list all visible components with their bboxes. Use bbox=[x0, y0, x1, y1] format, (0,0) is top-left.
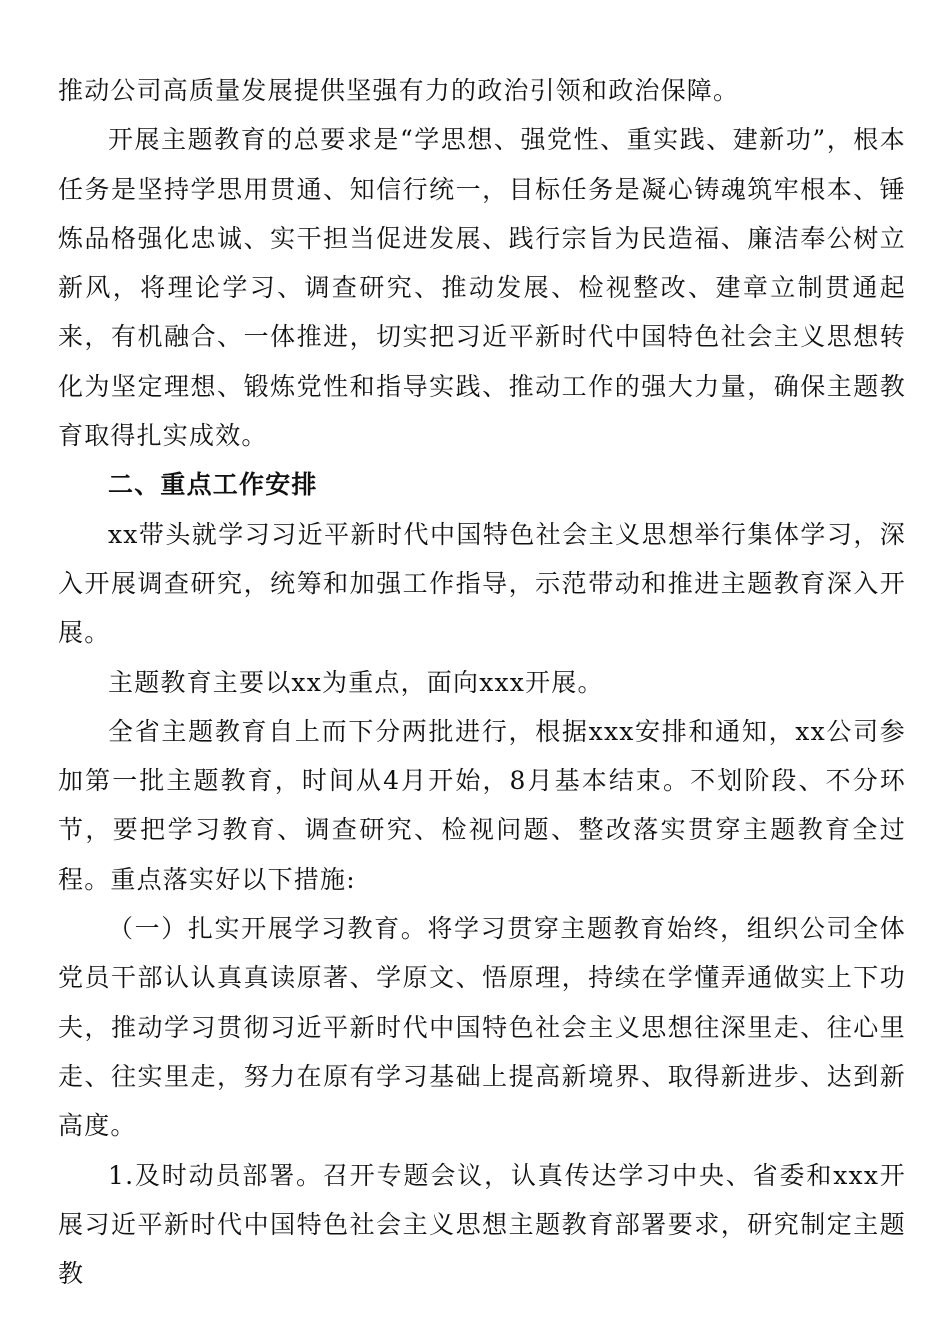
section-heading-key-work: 二、重点工作安排 bbox=[108, 470, 318, 500]
document-body bbox=[58, 66, 906, 1298]
paragraph-general-requirements: 开展主题教育的总要求是“学思想、强党性、重实践、建新功”，根本任务是坚持学思用贯通、知信行统一，目标任务是凝心铸魂筑牢根本、锤炼品格强化忠诚、实干担当促进发展、践行宗旨为民造福、廉洁奉公树立新风，将理论学习、调查研究、推动发展、检视整改、建章立制贯通起来，有机融合、一体推进，切实把习近平新时代中国特色社会主义思想转化为坚定理想、锻炼党性和指导实践、推动工作的强大力量，确保主题教育取得扎实成效。 bbox=[58, 125, 906, 451]
paragraph-study-education: （一）扎实开展学习教育。将学习贯穿主题教育始终，组织公司全体党员干部认认真真读原著、学原文、悟原理，持续在学懂弄通做实上下功夫，推动学习贯彻习近平新时代中国特色社会主义思想往深里走、往心里走、往实里走，努力在原有学习基础上提高新境界、取得新进步、达到新高度。 bbox=[58, 914, 906, 1141]
paragraph-schedule: 全省主题教育自上而下分两批进行，根据xxx安排和通知，xx公司参加第一批主题教育，时间从4月开始，8月基本结束。不划阶段、不分环节，要把学习教育、调查研究、检视问题、整改落实贯穿主题教育全过程。重点落实好以下措施: bbox=[58, 716, 906, 894]
paragraph-continuation: 推动公司高质量发展提供坚强有力的政治引领和政治保障。 bbox=[58, 76, 740, 105]
paragraph-mobilization: 1.及时动员部署。召开专题会议，认真传达学习中央、省委和xxx开展习近平新时代中国特色社会主义思想主题教育部署要求，研究制定主题教 bbox=[58, 1160, 906, 1289]
paragraph-focus: 主题教育主要以xx为重点，面向xxx开展。 bbox=[108, 667, 604, 697]
paragraph-collective-study: xx带头就学习习近平新时代中国特色社会主义思想举行集体学习，深入开展调查研究，统筹和加强工作指导，示范带动和推进主题教育深入开展。 bbox=[58, 519, 906, 648]
